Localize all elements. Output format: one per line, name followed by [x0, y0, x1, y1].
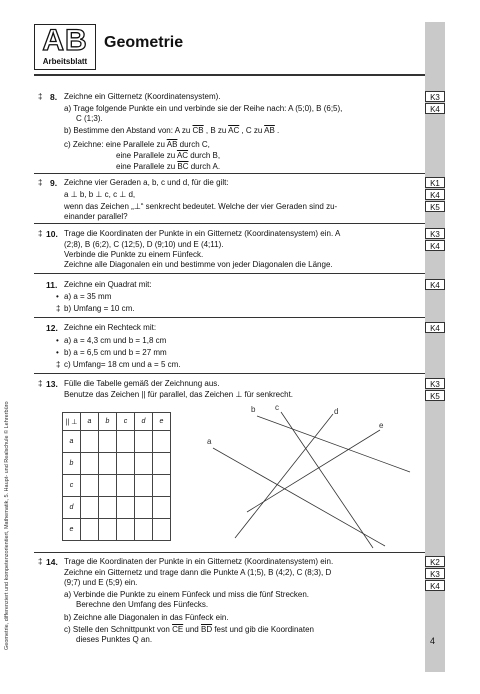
exercise-8-a: a) Trage folgende Punkte ein und verbinde sie der Reihe nach: A (5;0), B (6;5),	[64, 104, 343, 113]
label-c: c	[275, 403, 279, 412]
parallel-perpendicular-table	[62, 412, 171, 541]
table-row	[63, 431, 171, 453]
table-header-row	[63, 413, 171, 431]
exercise-text: Fülle die Tabelle gemäß der Zeichnung aus.	[64, 379, 220, 388]
table-header-cell: || ⊥	[63, 413, 81, 431]
table-cell	[153, 497, 171, 519]
exercise-number: 13.	[46, 379, 58, 389]
competence-badge: K2	[425, 556, 445, 567]
table-cell	[153, 475, 171, 497]
logo-subtitle: Arbeitsblatt	[42, 57, 88, 66]
exercise-12-a: a) a = 4,3 cm und b = 1,8 cm	[64, 336, 167, 345]
table-header-cell: a	[81, 413, 99, 431]
divider	[34, 373, 425, 374]
table-row-label: e	[63, 519, 81, 541]
exercise-number: 9.	[50, 178, 58, 188]
exercise-10-line2: (2;8), B (6;2), C (12;5), D (9;10) und E (4;11).	[64, 240, 224, 249]
exercise-number: 8.	[50, 92, 58, 102]
label-d: d	[334, 407, 339, 416]
divider	[34, 552, 425, 553]
lines-figure	[195, 400, 415, 550]
competence-badge: K1	[425, 177, 445, 188]
line-c	[281, 412, 373, 548]
line-e	[247, 430, 380, 512]
exercise-14-a: a) Verbinde die Punkte zu einem Fünfeck und miss die fünf Strecken.	[64, 590, 310, 599]
table-header-cell: e	[153, 413, 171, 431]
exercise-text: Trage die Koordinaten der Punkte in ein Gitternetz (Koordinatensystem) ein. A	[64, 229, 341, 238]
exercise-14-line3: (9;7) und E (5;9) ein.	[64, 578, 138, 587]
table-row	[63, 497, 171, 519]
difficulty-marker: ‡	[38, 92, 43, 101]
table-cell	[99, 431, 117, 453]
exercise-8-c1: c) Zeichne: eine Parallele zu $\overline{AB}$ durch C,	[64, 140, 210, 149]
exercise-10-line3: Verbinde die Punkte zu einem Fünfeck.	[64, 250, 204, 259]
divider	[34, 273, 425, 274]
exercise-text: Zeichne ein Gitternetz (Koordinatensystem).	[64, 92, 221, 101]
difficulty-marker: ‡	[38, 178, 43, 187]
table-cell	[153, 519, 171, 541]
table-cell	[99, 519, 117, 541]
line-a	[213, 448, 385, 546]
logo-letters: AB	[42, 24, 88, 57]
table-cell	[153, 431, 171, 453]
difficulty-marker: •	[56, 336, 59, 345]
page-title: Geometrie	[104, 34, 184, 51]
label-a: a	[207, 437, 212, 446]
exercise-9-line3: wenn das Zeichen „⊥“ senkrecht bedeutet. Welche der vier Geraden sind zu-	[64, 202, 338, 211]
divider	[34, 317, 425, 318]
side-copyright: Geometrie, differenziert und kompetenzorientiert, Mathematik, 5. Haupt- und Realschule © Lehrerbüro	[4, 401, 10, 650]
table-cell	[81, 497, 99, 519]
table-header-cell: c	[117, 413, 135, 431]
table-cell	[153, 453, 171, 475]
table-header-cell: d	[135, 413, 153, 431]
competence-badge: K4	[425, 580, 445, 591]
table-header-cell: b	[99, 413, 117, 431]
exercise-11-b: b) Umfang = 10 cm.	[64, 304, 135, 313]
table-cell	[135, 453, 153, 475]
exercise-14-b: b) Zeichne alle Diagonalen in das Fünfeck ein.	[64, 613, 229, 622]
table-row-label: a	[63, 431, 81, 453]
table-cell	[135, 431, 153, 453]
competence-badge: K3	[425, 378, 445, 389]
table-cell	[99, 453, 117, 475]
exercise-14-line2: Zeichne ein Gitternetz und trage dann die Punkte A (1;5), B (4;2), C (8;3), D	[64, 568, 332, 577]
exercise-text: Zeichne ein Quadrat mit:	[64, 280, 152, 289]
exercise-number: 12.	[46, 323, 58, 333]
line-d	[235, 414, 333, 538]
exercise-9-line2: a ⊥ b, b ⊥ c, c ⊥ d,	[64, 190, 136, 199]
competence-badge: K3	[425, 228, 445, 239]
exercise-9-line4: einander parallel?	[64, 212, 128, 221]
table-cell	[99, 497, 117, 519]
header-divider	[34, 74, 425, 76]
competence-badge: K4	[425, 322, 445, 333]
table-cell	[135, 475, 153, 497]
table-cell	[81, 453, 99, 475]
table-cell	[117, 475, 135, 497]
competence-badge: K4	[425, 103, 445, 114]
difficulty-marker: •	[56, 348, 59, 357]
table-cell	[117, 519, 135, 541]
table-cell	[135, 519, 153, 541]
exercise-11-a: a) a = 35 mm	[64, 292, 112, 301]
exercise-8-c3: eine Parallele zu $\overline{BC}$ durch A.	[116, 162, 221, 171]
table-row-label: d	[63, 497, 81, 519]
exercise-8-c2: eine Parallele zu $\overline{AC}$ durch B,	[116, 151, 221, 160]
difficulty-marker: •	[56, 292, 59, 301]
table-cell	[99, 475, 117, 497]
exercise-number: 14.	[46, 557, 58, 567]
exercise-14-c-cont: dieses Punktes Q an.	[76, 635, 153, 644]
competence-badge: K4	[425, 240, 445, 251]
difficulty-marker: ‡	[38, 557, 43, 566]
difficulty-marker: ‡	[56, 360, 61, 369]
label-b: b	[251, 405, 256, 414]
table-row	[63, 519, 171, 541]
table-cell	[117, 453, 135, 475]
label-e: e	[379, 421, 384, 430]
exercise-12-b: b) a = 6,5 cm und b = 27 mm	[64, 348, 167, 357]
exercise-number: 10.	[46, 229, 58, 239]
table-cell	[117, 431, 135, 453]
exercise-14-c: c) Stelle den Schnittpunkt von $\overline{CE}$ und $\overline{BD}$ fest und gib die Koordinaten	[64, 625, 314, 634]
difficulty-marker: ‡	[38, 379, 43, 388]
competence-badge: K3	[425, 568, 445, 579]
competence-badge: K3	[425, 91, 445, 102]
page-number: 4	[430, 636, 436, 646]
competence-badge: K5	[425, 201, 445, 212]
line-b	[257, 416, 410, 472]
table-row	[63, 453, 171, 475]
exercise-10-line4: Zeichne alle Diagonalen ein und bestimme von jeder Diagonalen die Länge.	[64, 260, 333, 269]
table-cell	[81, 519, 99, 541]
table-row	[63, 475, 171, 497]
exercise-text: Trage die Koordinaten der Punkte in ein Gitternetz (Koordinatensystem) ein.	[64, 557, 334, 566]
exercise-13-line2: Benutze das Zeichen || für parallel, das Zeichen ⊥ für senkrecht.	[64, 390, 294, 399]
table-cell	[81, 475, 99, 497]
difficulty-marker: ‡	[38, 229, 43, 238]
exercise-text: Zeichne vier Geraden a, b, c und d, für die gilt:	[64, 178, 229, 187]
table-cell	[117, 497, 135, 519]
table-row-label: b	[63, 453, 81, 475]
exercise-14-a-cont: Berechne den Umfang des Fünfecks.	[76, 600, 209, 609]
exercise-8-b: b) Bestimme den Abstand von: A zu $\overline{CB}$ , B zu $\overline{AC}$ , C zu $\overline{AB}$ .	[64, 126, 280, 135]
difficulty-marker: ‡	[56, 304, 61, 313]
exercise-12-c: c) Umfang= 18 cm und a = 5 cm.	[64, 360, 181, 369]
table-cell	[135, 497, 153, 519]
table-row-label: c	[63, 475, 81, 497]
competence-badge: K5	[425, 390, 445, 401]
divider	[34, 173, 425, 174]
exercise-8-a-cont: C (1;3).	[76, 114, 103, 123]
exercise-text: Zeichne ein Rechteck mit:	[64, 323, 157, 332]
competence-badge: K4	[425, 189, 445, 200]
table-cell	[81, 431, 99, 453]
competence-badge: K4	[425, 279, 445, 290]
logo	[34, 24, 96, 70]
divider	[34, 223, 425, 224]
exercise-number: 11.	[46, 280, 58, 290]
